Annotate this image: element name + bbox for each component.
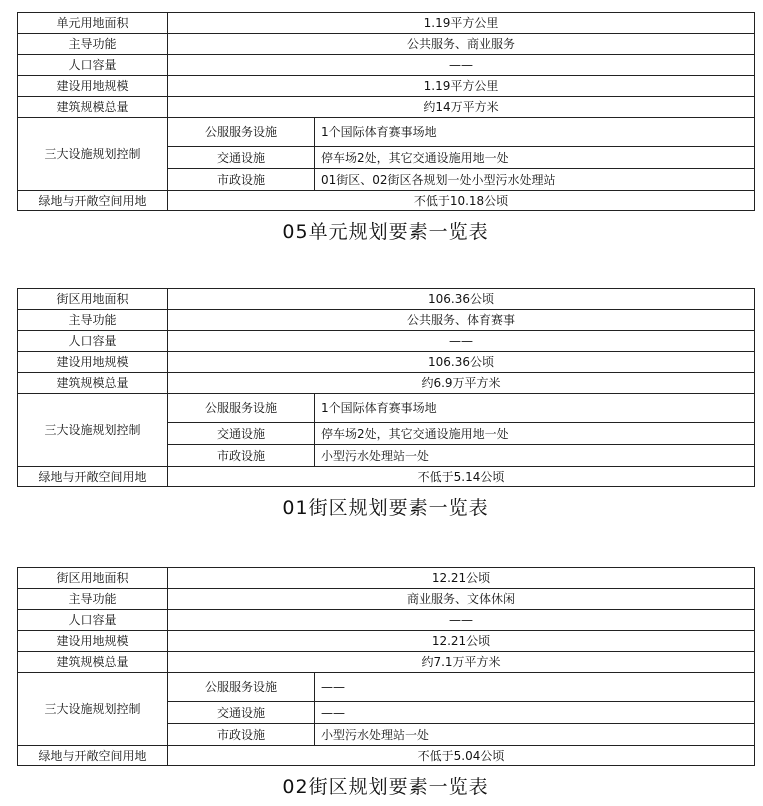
row-label: 街区用地面积 xyxy=(18,289,168,310)
table-caption: 01街区规划要素一览表 xyxy=(282,497,489,519)
sub-label: 交通设施 xyxy=(168,702,315,724)
table-row xyxy=(18,467,755,487)
row-label: 建设用地规模 xyxy=(18,352,168,373)
sub-value: 停车场2处，其它交通设施用地一处 xyxy=(315,147,755,169)
sub-label: 公服服务设施 xyxy=(168,118,315,147)
planning-table-05-unit xyxy=(17,12,754,244)
row-label: 三大设施规划控制 xyxy=(18,118,168,191)
sub-label: 市政设施 xyxy=(168,169,315,191)
table-caption: 05单元规划要素一览表 xyxy=(282,221,489,243)
row-value: 公共服务、商业服务 xyxy=(168,34,755,55)
row-label: 建筑规模总量 xyxy=(18,97,168,118)
row-label: 人口容量 xyxy=(18,610,168,631)
sub-value: 01街区、02街区各规划一处小型污水处理站 xyxy=(315,169,755,191)
sub-value: 1个国际体育赛事场地 xyxy=(315,394,755,423)
row-value: 1.19平方公里 xyxy=(168,76,755,97)
row-label: 三大设施规划控制 xyxy=(18,394,168,467)
row-label: 主导功能 xyxy=(18,34,168,55)
table-caption: 02街区规划要素一览表 xyxy=(282,776,489,798)
planning-elements-table xyxy=(17,567,755,766)
planning-elements-table xyxy=(17,12,755,211)
row-label: 建筑规模总量 xyxy=(18,373,168,394)
row-value: 1.19平方公里 xyxy=(168,13,755,34)
row-label: 绿地与开敞空间用地 xyxy=(18,467,168,487)
sub-value: 1个国际体育赛事场地 xyxy=(315,118,755,147)
table-row xyxy=(18,289,755,310)
row-value: 商业服务、文体休闲 xyxy=(168,589,755,610)
table-row xyxy=(18,76,755,97)
planning-elements-table xyxy=(17,288,755,487)
table-row xyxy=(18,631,755,652)
row-value: 约7.1万平方米 xyxy=(168,652,755,673)
table-row xyxy=(18,97,755,118)
sub-label: 公服服务设施 xyxy=(168,673,315,702)
row-value: 约14万平方米 xyxy=(168,97,755,118)
row-label: 人口容量 xyxy=(18,331,168,352)
row-label: 建设用地规模 xyxy=(18,76,168,97)
table-row xyxy=(18,331,755,352)
sub-label: 公服服务设施 xyxy=(168,394,315,423)
row-value: —— xyxy=(168,610,755,631)
table-row xyxy=(18,373,755,394)
table-row xyxy=(18,610,755,631)
sub-value: 停车场2处，其它交通设施用地一处 xyxy=(315,423,755,445)
row-label: 主导功能 xyxy=(18,589,168,610)
row-label: 绿地与开敞空间用地 xyxy=(18,191,168,211)
planning-table-02-block xyxy=(17,567,754,799)
row-value: 不低于5.04公顷 xyxy=(168,746,755,766)
row-value: 106.36公顷 xyxy=(168,352,755,373)
table-row xyxy=(18,394,755,423)
sub-label: 市政设施 xyxy=(168,445,315,467)
row-label: 人口容量 xyxy=(18,55,168,76)
table-row xyxy=(18,746,755,766)
table-row xyxy=(18,55,755,76)
row-label: 街区用地面积 xyxy=(18,568,168,589)
row-label: 单元用地面积 xyxy=(18,13,168,34)
table-row xyxy=(18,310,755,331)
table-row xyxy=(18,589,755,610)
row-value: 不低于10.18公顷 xyxy=(168,191,755,211)
row-value: 约6.9万平方米 xyxy=(168,373,755,394)
sub-label: 市政设施 xyxy=(168,724,315,746)
row-value: 12.21公顷 xyxy=(168,568,755,589)
sub-value: 小型污水处理站一处 xyxy=(315,445,755,467)
row-label: 主导功能 xyxy=(18,310,168,331)
table-row xyxy=(18,13,755,34)
row-value: 12.21公顷 xyxy=(168,631,755,652)
row-label: 建筑规模总量 xyxy=(18,652,168,673)
table-row xyxy=(18,34,755,55)
row-label: 建设用地规模 xyxy=(18,631,168,652)
sub-value: —— xyxy=(315,702,755,724)
row-value: 106.36公顷 xyxy=(168,289,755,310)
sub-value: —— xyxy=(315,673,755,702)
sub-value: 小型污水处理站一处 xyxy=(315,724,755,746)
row-value: —— xyxy=(168,55,755,76)
row-value: —— xyxy=(168,331,755,352)
table-row xyxy=(18,191,755,211)
row-label: 绿地与开敞空间用地 xyxy=(18,746,168,766)
table-row xyxy=(18,352,755,373)
table-row xyxy=(18,652,755,673)
table-row xyxy=(18,673,755,702)
table-row xyxy=(18,568,755,589)
table-row xyxy=(18,118,755,147)
row-value: 公共服务、体育赛事 xyxy=(168,310,755,331)
sub-label: 交通设施 xyxy=(168,423,315,445)
sub-label: 交通设施 xyxy=(168,147,315,169)
row-value: 不低于5.14公顷 xyxy=(168,467,755,487)
planning-table-01-block xyxy=(17,288,754,520)
row-label: 三大设施规划控制 xyxy=(18,673,168,746)
